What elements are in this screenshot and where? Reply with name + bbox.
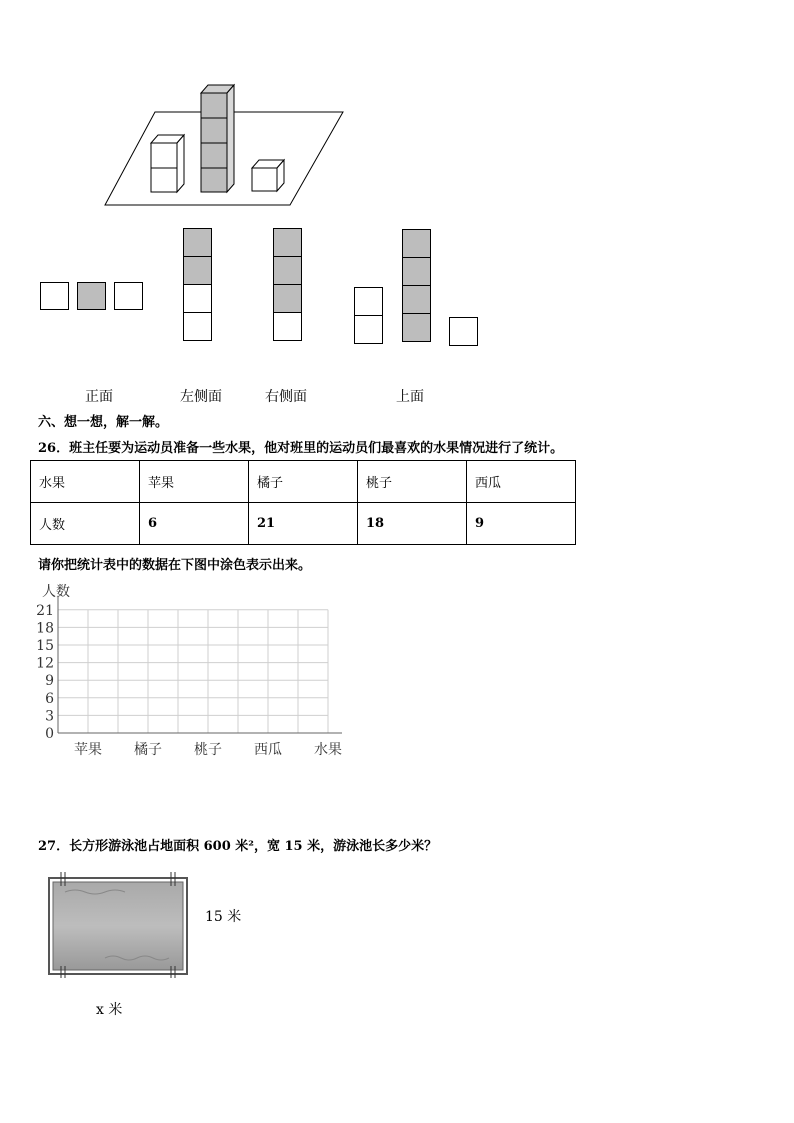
cube-stack-left	[151, 135, 184, 192]
label-left: 左侧面	[180, 389, 222, 405]
section-title: 六、想一想，解一解。	[38, 415, 169, 430]
bar-chart-grid	[30, 578, 390, 768]
x-tick-label: 桃子	[194, 742, 222, 758]
cube-stack-middle	[201, 85, 234, 192]
table-cell: 水果	[31, 461, 140, 503]
swimming-pool-figure	[45, 870, 195, 980]
y-tick-label: 9	[45, 673, 54, 690]
x-tick-label: 苹果	[74, 742, 102, 758]
y-tick-label: 21	[36, 602, 54, 619]
fruit-table	[30, 460, 576, 545]
question-26-instruction: 请你把统计表中的数据在下图中涂色表示出来。	[38, 558, 312, 573]
table-cell: 橘子	[249, 461, 358, 503]
y-axis-label: 人数	[42, 584, 70, 600]
y-tick-label: 6	[45, 690, 54, 707]
table-cell: 人数	[31, 503, 140, 545]
table-row	[31, 503, 576, 545]
table-cell: 西瓜	[467, 461, 576, 503]
pool-length-label: x 米	[96, 1002, 123, 1018]
table-cell: 21	[249, 503, 358, 545]
label-front: 正面	[85, 389, 113, 405]
label-right: 右侧面	[265, 389, 307, 405]
pool-width-label: 15 米	[205, 909, 242, 925]
table-cell: 18	[358, 503, 467, 545]
x-tick-label: 橘子	[134, 742, 162, 758]
view-left	[183, 229, 212, 341]
y-tick-label: 15	[36, 638, 54, 654]
y-tick-label: 18	[36, 620, 54, 637]
y-tick-label: 3	[45, 708, 54, 725]
question-27-text: 27．长方形游泳池占地面积 600 米²，宽 15 米，游泳池长多少米？	[38, 839, 438, 854]
view-right	[273, 229, 302, 341]
cube-single-right	[252, 160, 284, 191]
x-axis-label: 水果	[314, 742, 342, 758]
table-row	[31, 461, 576, 503]
table-cell: 6	[140, 503, 249, 545]
question-26-text: 26．班主任要为运动员准备一些水果，他对班里的运动员们最喜欢的水果情况进行了统计。	[38, 441, 564, 456]
x-tick-label: 西瓜	[254, 742, 282, 758]
table-cell: 苹果	[140, 461, 249, 503]
label-top: 上面	[396, 389, 424, 405]
table-cell: 9	[467, 503, 576, 545]
table-cell: 桃子	[358, 461, 467, 503]
y-tick-label: 0	[45, 726, 54, 742]
block-figure	[100, 80, 350, 210]
y-tick-label: 12	[36, 655, 54, 672]
